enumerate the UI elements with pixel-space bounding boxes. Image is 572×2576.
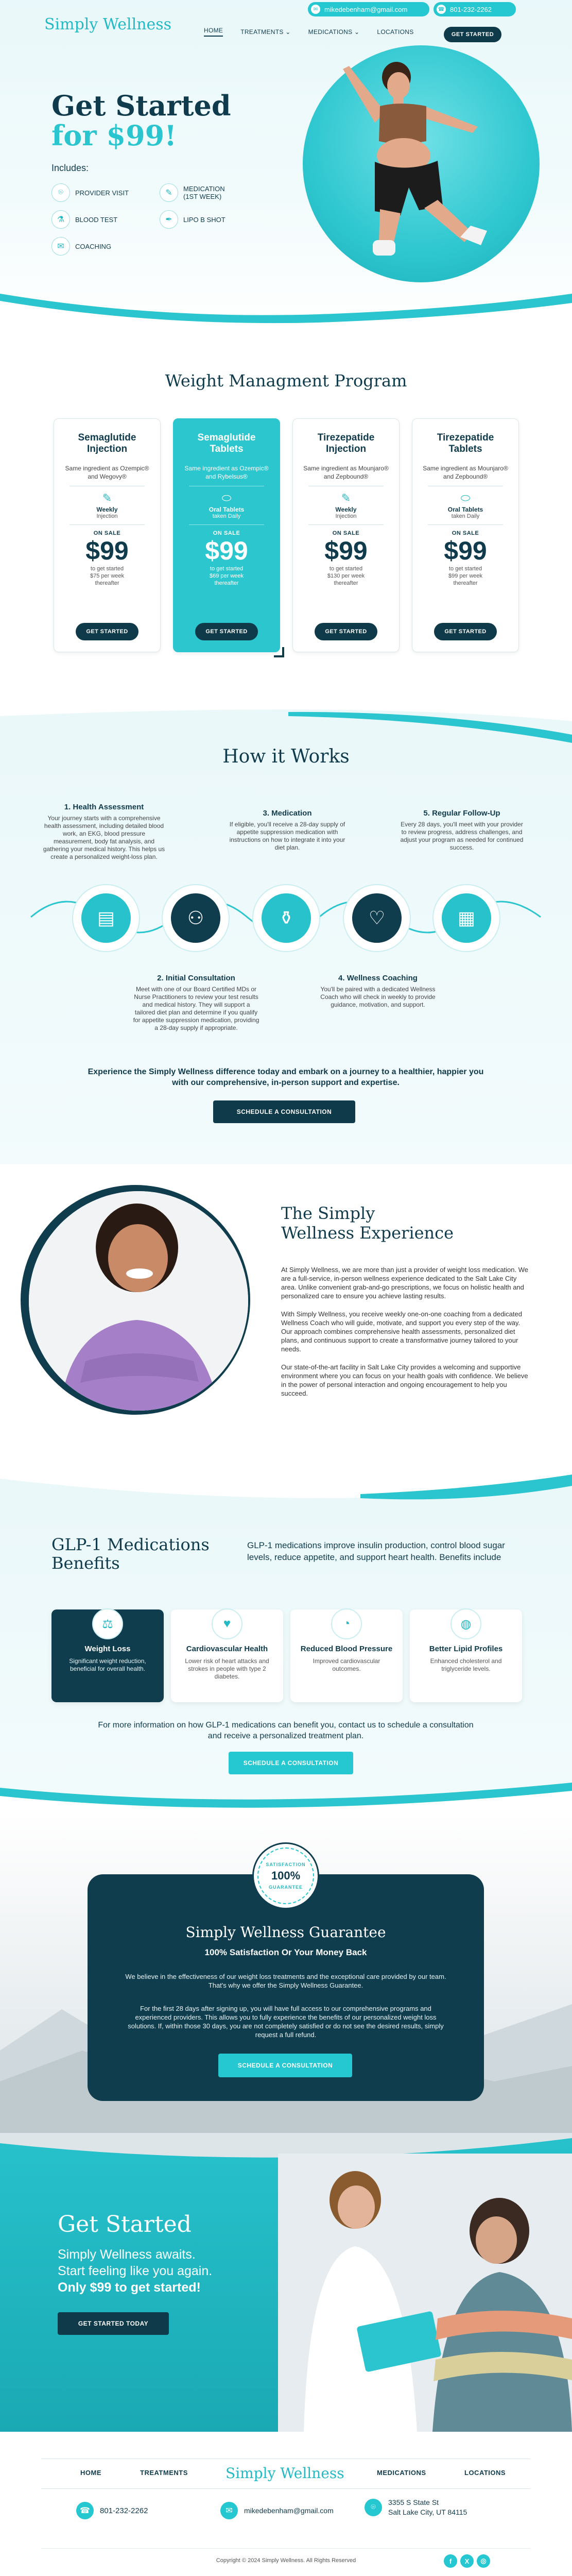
blood-pressure-icon: ◔: [331, 1608, 362, 1639]
program-card-dose-type: taken Daily: [212, 513, 241, 519]
program-card-dose-type: Injection: [335, 513, 357, 519]
footer-logo[interactable]: [226, 2465, 344, 2482]
medication-jar-icon: ⚱: [262, 893, 311, 943]
footer: [0, 2432, 572, 2576]
glp-intro: GLP-1 medications improve insulin production, control blood sugar levels, reduce appetite, and support heart health. Benefits include: [247, 1540, 505, 1562]
button-label: GET STARTED: [86, 629, 128, 635]
step-title: 3. Medication: [263, 809, 312, 818]
nav-get-started-label: GET STARTED: [451, 31, 494, 38]
phone-icon: ☎: [76, 2502, 94, 2519]
step-text: If eligible, you'll receive a 28-day supply of appetite suppression medication with instructions on how to integrate it into your diet plan.: [229, 821, 345, 851]
program-card-get-started-button[interactable]: [315, 623, 377, 640]
topbar-email[interactable]: [308, 2, 429, 16]
chevron-down-icon: ⌄: [354, 28, 360, 36]
cta-section: [0, 2133, 572, 2432]
program-card-semaglutide-tablets: [173, 418, 280, 652]
experience-title-line1: The Simply: [281, 1204, 375, 1223]
program-card-get-started-button[interactable]: [195, 623, 258, 640]
step-3-text-block: [226, 809, 349, 852]
program-card-sale-label: ON SALE: [93, 530, 121, 536]
hero-title-line2: for $99!: [51, 119, 177, 152]
program-card-get-started-button[interactable]: [76, 623, 138, 640]
glp-title-line1: GLP-1 Medications: [51, 1535, 210, 1554]
x-icon[interactable]: X: [460, 2554, 474, 2568]
footer-address-text: [388, 2498, 467, 2517]
program-card-sale-label: ON SALE: [332, 530, 360, 536]
footer-nav-medications[interactable]: [377, 2469, 426, 2477]
glp-card-blood-pressure: [290, 1609, 403, 1702]
include-coaching: [51, 237, 111, 256]
step-1-text-block: [42, 803, 166, 861]
guarantee-title: Simply Wellness Guarantee: [185, 1924, 386, 1941]
include-provider-visit: [51, 183, 129, 202]
seal-inner-ring: [257, 1848, 314, 1904]
step-1-circle: [72, 884, 140, 952]
experience-title-line2: Wellness Experience: [281, 1223, 454, 1243]
step-5-text-block: [397, 809, 526, 852]
calendar-icon: ▦: [442, 893, 491, 943]
program-section: [0, 330, 572, 701]
glp-wave-top: [0, 1473, 572, 1520]
experience-paragraph: Our state-of-the-art facility in Salt Lake City provides a welcoming and supportive environment where you can focus on your health goals with confidence. We believe in the power of personal interaction and ongoing encouragement to help you succeed.: [281, 1363, 528, 1397]
footer-phone-text: 801-232-2262: [100, 2506, 148, 2515]
step-2-text-block: [132, 974, 261, 1032]
chevron-down-icon: ⌄: [285, 28, 291, 36]
glp-card-lipid: [410, 1609, 522, 1702]
footer-nav-treatments-label: TREATMENTS: [140, 2469, 188, 2477]
program-card-dose: Oral Tablets: [209, 506, 245, 513]
experience-photo-frame: [29, 1191, 248, 1411]
step-4-text-block: [315, 974, 441, 1009]
footer-copyright: Copyright © 2024 Simply Wellness. All Rights Reserved: [216, 2557, 356, 2564]
glp-card-title: Better Lipid Profiles: [429, 1645, 503, 1653]
glp-schedule-consultation-button[interactable]: [229, 1752, 353, 1774]
includes-label: Includes:: [51, 163, 89, 173]
featured-card-corner-accent: [274, 647, 284, 657]
how-wave-top: [0, 701, 572, 747]
hero-section: [0, 0, 572, 330]
program-card-price: $99: [205, 536, 248, 565]
program-card-price-note: to get started $69 per week thereafter: [209, 566, 244, 586]
program-title: Weight Managment Program: [165, 371, 407, 391]
include-blood-test: [51, 210, 117, 229]
nav-treatments-label: TREATMENTS: [240, 28, 284, 36]
button-label: GET STARTED TODAY: [78, 2320, 149, 2327]
topbar-email-text: mikedebenham@gmail.com: [324, 5, 408, 13]
include-medication: [160, 183, 225, 202]
footer-phone[interactable]: [76, 2502, 148, 2519]
program-card-ingredient: Same ingredient as Mounjaro® and Zepbound®: [423, 465, 508, 480]
divider: [308, 524, 384, 525]
button-label: GET STARTED: [325, 629, 367, 635]
glp-card-text: Lower risk of heart attacks and strokes in people with type 2 diabetes.: [185, 1657, 269, 1680]
footer-email[interactable]: [220, 2502, 334, 2519]
pill-icon: ⬭: [460, 492, 471, 504]
footer-nav-treatments[interactable]: [140, 2469, 188, 2477]
clipboard-icon: ▤: [81, 893, 131, 943]
pill-icon: ⬭: [221, 492, 232, 504]
how-schedule-consultation-button[interactable]: [213, 1100, 355, 1123]
program-card-ingredient: Same ingredient as Ozempic® and Rybelsus®: [184, 465, 269, 480]
experience-paragraph: At Simply Wellness, we are more than just a provider of weight loss medication. We are a full-service, in-person wellness experience dedicated to the Salt Lake City area. Unlike convenient grab-and-go prescriptions, we focus on holistic health and personalized care to ensure you achieve lasting results.: [281, 1266, 529, 1300]
divider: [189, 524, 264, 525]
topbar-phone-text: 801-232-2262: [450, 5, 492, 13]
doctor-patient-image: [278, 2154, 572, 2432]
footer-social-links: [444, 2554, 490, 2568]
program-card-dose-type: taken Daily: [451, 513, 480, 519]
experience-body: [281, 1265, 528, 1398]
syringe-icon: ✎: [341, 492, 351, 504]
mail-icon: ✉: [220, 2502, 238, 2519]
seal-percent: 100%: [271, 1869, 301, 1882]
logo[interactable]: [44, 15, 171, 33]
include-label: LIPO B SHOT: [183, 215, 226, 224]
hero-title: [51, 91, 231, 150]
glp-card-weight-loss: [51, 1609, 164, 1702]
include-label: PROVIDER VISIT: [75, 189, 129, 197]
guarantee-schedule-consultation-button[interactable]: [218, 2054, 352, 2077]
nav-home[interactable]: [204, 27, 223, 37]
glp-section: [0, 1473, 572, 1814]
program-card-dose: Weekly: [96, 506, 118, 513]
program-card-semaglutide-injection: [54, 418, 161, 652]
experience-paragraph: With Simply Wellness, you receive weekly one-on-one coaching from a dedicated Wellness Coach who will guide, motivate, and support you every step of the way. Our approach combines comprehensive health assessments, personalized diet plans, and continuous support to create a transformative journey tailored to your needs.: [281, 1310, 522, 1353]
program-card-price: $99: [85, 536, 129, 565]
seal-bottom-text: GUARANTEE: [268, 1885, 303, 1890]
button-label: GET STARTED: [444, 629, 487, 635]
footer-line-bottom: [41, 2488, 530, 2489]
injection-icon: ✒: [160, 210, 178, 229]
main-nav: [204, 27, 414, 37]
lipid-icon: ◍: [450, 1608, 481, 1639]
step-2-circle: [162, 884, 230, 952]
include-label: MEDICATION (1ST WEEK): [183, 185, 225, 200]
program-card-dose: Oral Tablets: [447, 506, 483, 513]
program-card-name: Semaglutide Injection: [78, 432, 136, 454]
footer-address-line1: 3355 S State St: [388, 2498, 439, 2506]
program-card-price-note: to get started $75 per week thereafter: [90, 566, 125, 586]
map-pin-icon: ⌾: [51, 183, 70, 202]
program-card-ingredient: Same ingredient as Ozempic® and Wegovy®: [65, 465, 149, 480]
experience-section: [0, 1164, 572, 1473]
nav-locations-label: LOCATIONS: [377, 28, 414, 36]
cta-get-started-today-button[interactable]: [58, 2312, 169, 2335]
cta-line2: Start feeling like you again.: [58, 2264, 213, 2278]
divider: [70, 524, 145, 525]
glp-title: [51, 1535, 210, 1572]
include-lipo-b-shot: [160, 210, 226, 229]
footer-nav-locations-label: LOCATIONS: [464, 2469, 506, 2477]
how-title: How it Works: [222, 746, 350, 767]
map-pin-icon: ⌾: [365, 2499, 382, 2516]
nav-get-started-button[interactable]: [444, 27, 501, 42]
seal-top-text: SATISFACTION: [266, 1862, 306, 1867]
phone-icon: ☎: [437, 5, 446, 14]
includes-list: [51, 183, 268, 266]
button-label: SCHEDULE A CONSULTATION: [236, 1108, 332, 1115]
syringe-icon: ✎: [160, 183, 178, 202]
button-label: GET STARTED: [205, 629, 248, 635]
step-text: Meet with one of our Board Certified MDs or Nurse Practitioners to review your test results and medical history. They will support a tailored diet plan and determine if you qualify for appetite suppression medication, providing a 28-day supply if appropriate.: [133, 986, 259, 1031]
include-label: BLOOD TEST: [75, 215, 118, 224]
nav-treatments[interactable]: [240, 28, 290, 36]
chat-icon: ✉: [51, 237, 70, 256]
syringe-icon: ✎: [102, 492, 112, 504]
mail-icon: ✉: [311, 5, 320, 14]
step-text: Your journey starts with a comprehensive health assessment, including detailed blood work, an EKG, blood pressure measurement, body fat analysis, and gathering your medical history. This helps us create a personalized weight-loss plan.: [43, 815, 165, 860]
cta-text: [58, 2246, 212, 2296]
footer-email-text: mikedebenham@gmail.com: [244, 2506, 334, 2515]
consultation-icon: ⚇: [171, 893, 220, 943]
step-3-circle: [252, 884, 320, 952]
glp-card-title: Reduced Blood Pressure: [300, 1645, 393, 1653]
step-5-circle: [432, 884, 500, 952]
nav-medications[interactable]: [308, 28, 360, 36]
how-summary: Experience the Simply Wellness difference today and embark on a journey to a healthier, happier you with our comprehensive, in-person support and expertise.: [88, 1067, 484, 1087]
guarantee-paragraph: We believe in the effectiveness of our weight loss treatments and the exceptional care provided by our team. That's why we offer the Simply Wellness Guarantee.: [125, 1973, 446, 1989]
footer-address[interactable]: [365, 2498, 467, 2517]
footer-copyright-divider: [41, 2548, 530, 2549]
footer-nav-home-label: HOME: [80, 2469, 101, 2477]
footer-nav-home[interactable]: [80, 2469, 101, 2477]
test-tube-icon: ⚗: [51, 210, 70, 229]
guarantee-seal: [252, 1842, 319, 1909]
facebook-icon[interactable]: f: [444, 2554, 457, 2568]
footer-address-line2: Salt Lake City, UT 84115: [388, 2508, 467, 2516]
cta-title: Get Started: [58, 2211, 192, 2238]
program-card-name: Tirezepatide Tablets: [437, 432, 494, 454]
glp-card-text: Enhanced cholesterol and triglyceride levels.: [430, 1657, 502, 1672]
step-4-circle: [343, 884, 411, 952]
topbar-phone[interactable]: [434, 2, 516, 16]
program-card-dose-type: Injection: [96, 513, 118, 519]
button-label: SCHEDULE A CONSULTATION: [243, 1759, 339, 1767]
step-title: 1. Health Assessment: [64, 803, 144, 811]
scale-icon: ⚖: [92, 1608, 123, 1639]
step-text: You'll be paired with a dedicated Wellness Coach who will check in weekly to provide guidance, motivation, and support.: [320, 986, 436, 1008]
heart-pulse-icon: ♥: [212, 1608, 242, 1639]
step-text: Every 28 days, you'll meet with your provider to review progress, address challenges, and adjust your program as needed for continued success.: [400, 821, 524, 851]
guarantee-section: [0, 1814, 572, 2133]
hero-title-line1: Get Started: [51, 89, 231, 122]
program-card-price: $99: [324, 536, 368, 565]
include-label: COACHING: [75, 242, 112, 250]
button-label: SCHEDULE A CONSULTATION: [237, 2062, 333, 2069]
program-card-name: Tirezepatide Injection: [317, 432, 375, 454]
glp-wave-bottom: [0, 1777, 572, 1814]
program-card-name: Semaglutide Tablets: [197, 432, 256, 454]
footer-nav-medications-label: MEDICATIONS: [377, 2469, 426, 2477]
program-card-ingredient: Same ingredient as Mounjaro® and Zepbound®: [303, 465, 389, 480]
program-card-price-note: to get started $130 per week thereafter: [327, 566, 365, 586]
smiling-woman-image: [29, 1191, 248, 1411]
program-card-tirzepatide-tablets: [412, 418, 519, 652]
logo-text: Simply Wellness: [44, 15, 172, 33]
glp-card-title: Weight Loss: [84, 1645, 131, 1653]
heart-hands-icon: ♡: [352, 893, 402, 943]
program-card-price: $99: [444, 536, 487, 565]
program-card-get-started-button[interactable]: [434, 623, 497, 640]
experience-title: [281, 1204, 454, 1243]
glp-card-text: Significant weight reduction, beneficial for overall health.: [69, 1657, 146, 1672]
step-title: 2. Initial Consultation: [157, 974, 235, 982]
program-card-sale-label: ON SALE: [452, 530, 479, 536]
step-title: 5. Regular Follow-Up: [423, 809, 500, 818]
guarantee-subtitle: 100% Satisfaction Or Your Money Back: [204, 1947, 367, 1957]
glp-more-info: For more information on how GLP-1 medications can benefit you, contact us to schedule a consultation and receive a personalized treatment plan.: [98, 1721, 474, 1740]
glp-card-text: Improved cardiovascular outcomes.: [313, 1657, 380, 1672]
how-it-works-section: [0, 701, 572, 1164]
glp-card-title: Cardiovascular Health: [186, 1645, 268, 1653]
footer-logo-text: Simply Wellness: [226, 2465, 344, 2482]
hero-woman-jumping-image: [303, 45, 540, 287]
cta-line1: Simply Wellness awaits.: [58, 2247, 196, 2262]
guarantee-paragraph: For the first 28 days after signing up, you will have full access to our comprehensive programs and experienced providers. This allows you to fully experience the benefits of our personalized weight loss solutions. If, within those 30 days, you are not completely satisfied or do not see the desired results, simply request a full refund.: [128, 2005, 444, 2039]
cta-line3: Only $99 to get started!: [58, 2280, 201, 2295]
footer-nav-locations[interactable]: [464, 2469, 506, 2477]
glp-title-line2: Benefits: [51, 1553, 120, 1573]
hero-wave-divider: [0, 278, 572, 330]
nav-locations[interactable]: [377, 28, 413, 36]
program-card-dose: Weekly: [335, 506, 357, 513]
instagram-icon[interactable]: ◎: [477, 2554, 490, 2568]
glp-card-cardiovascular: [171, 1609, 283, 1702]
nav-home-label: HOME: [204, 27, 223, 34]
divider: [428, 524, 503, 525]
program-card-price-note: to get started $99 per week thereafter: [448, 566, 483, 586]
step-title: 4. Wellness Coaching: [338, 974, 418, 982]
program-card-sale-label: ON SALE: [213, 530, 240, 536]
nav-medications-label: MEDICATIONS: [308, 28, 353, 36]
program-card-tirzepatide-injection: [292, 418, 400, 652]
